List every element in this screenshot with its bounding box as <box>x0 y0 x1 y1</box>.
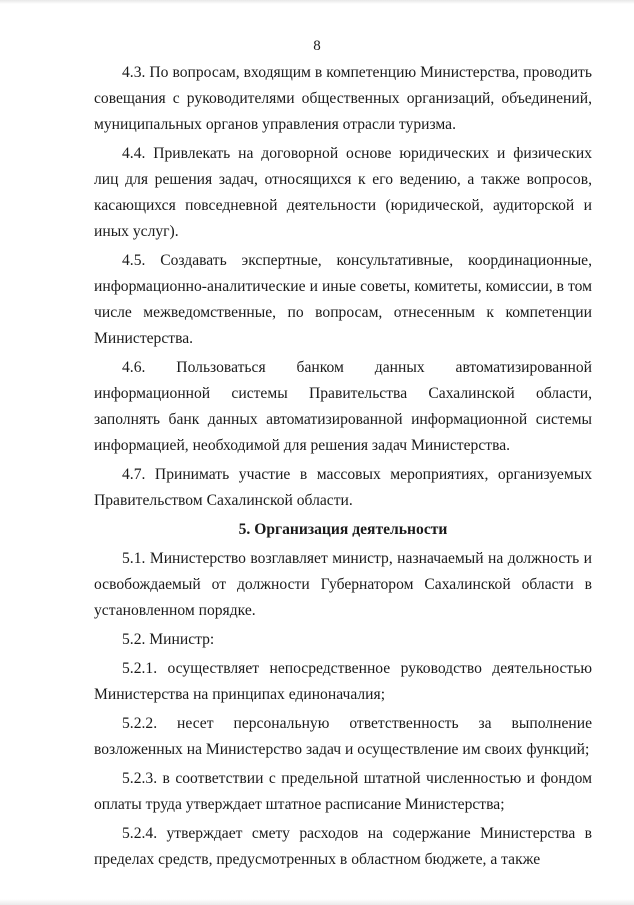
paragraph-5-2-3: 5.2.3. в соответствии с предельной штатной численностью и фондом оплаты труда утверждает штатное расписание Министерства; <box>94 770 592 813</box>
paragraph-4-7: 4.7. Принимать участие в массовых мероприятиях, организуемых Правительством Сахалинской области. <box>94 466 592 509</box>
paragraph-4-6: 4.6. Пользоваться банком данных автоматизированной информационной системы Правительства Сахалинской области, заполнять банк данных автоматизированной информационной системы информацией, необходимой для решения задач Министерства. <box>94 359 592 454</box>
paragraph-4-5: 4.5. Создавать экспертные, консультативные, координационные, информационно-аналитические и иные советы, комитеты, комиссии, в том числе межведомственные, по вопросам, отнесенным к компетенции Министерства. <box>94 252 592 347</box>
paragraph-5-2-2: 5.2.2. несет персональную ответственность за выполнение возложенных на Министерство задач и осуществление им своих функций; <box>94 715 592 758</box>
paragraph-5-2-1: 5.2.1. осуществляет непосредственное руководство деятельностью Министерства на принципах единоначалия; <box>94 660 592 703</box>
section-heading: 5. Организация деятельности <box>238 521 448 538</box>
paragraph-4-3: 4.3. По вопросам, входящим в компетенцию Министерства, проводить совещания с руководителями общественных организаций, объединений, муниципальных органов управления отрасли туризма. <box>94 64 592 133</box>
paragraph-5-2: 5.2. Министр: <box>122 631 215 648</box>
paragraph-5-2-4: 5.2.4. утверждает смету расходов на содержание Министерства в пределах средств, предусмотренных в областном бюджете, а также <box>94 825 592 868</box>
paragraph-4-4: 4.4. Привлекать на договорной основе юридических и физических лиц для решения задач, относящихся к его ведению, а также вопросов, касающихся повседневной деятельности (юридической, аудиторской и иных услуг). <box>94 145 592 240</box>
document-body <box>94 60 592 876</box>
scan-edge-bottom <box>0 899 634 905</box>
paragraph-5-1: 5.1. Министерство возглавляет министр, назначаемый на должность и освобождаемый от должности Губернатором Сахалинской области в установленном порядке. <box>94 550 592 619</box>
scan-edge-top <box>0 0 634 4</box>
page-number: 8 <box>313 38 321 54</box>
